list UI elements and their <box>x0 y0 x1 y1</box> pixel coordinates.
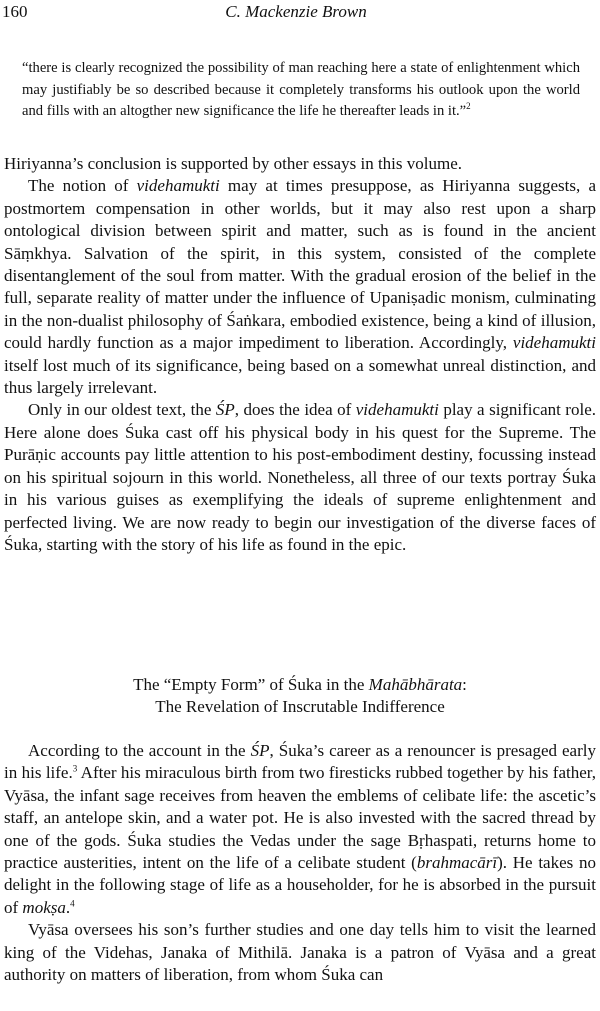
italic-term: videhamukti <box>136 176 220 196</box>
footnote-ref: 4 <box>70 898 75 909</box>
page-header <box>2 2 590 28</box>
section-heading <box>0 674 600 718</box>
italic-abbrev: ŚP <box>250 741 270 760</box>
italic-term: brahmacārī <box>416 853 498 873</box>
paragraph: According to the account in the ŚP, Śuka’s career as a renouncer is presaged early in his life.$^3$ After his miraculous birth from two firesticks rubbed together by his father, Vyāsa, the infant sage receives from heaven the emblems of celibate life: the ascetic’s staff, an antelope skin, and a water pot. He is also invested with the sacred thread by one of the gods. Śuka studies the Vedas under the sage Bṛhaspati, returns home to practice austerities, intent on the life of a celibate student (brahmacārī). He takes no delight in the following stage of life as a householder, for he is absorbed in the pursuit of mokṣa.$^4$ <box>4 741 596 917</box>
footnote-ref: 3 <box>72 763 78 774</box>
running-head: C. Mackenzie Brown <box>225 2 367 21</box>
block-quote <box>22 58 580 123</box>
italic-term: videhamukti <box>355 400 439 420</box>
footnote-ref: 2 <box>466 101 471 112</box>
italic-term: videhamukti <box>512 333 596 353</box>
quote-text: “there is clearly recognized the possibility of man reaching here a state of enlightenment which may justifiably be so described because it completely transforms his outlook upon the world and fills with an altogther new significance the life he thereafter leads in it.”$^2$ <box>22 60 580 120</box>
section-heading-line1: The “Empty Form” of Śuka in the Mahābhārata: <box>133 675 467 694</box>
paragraph: Vyāsa oversees his son’s further studies and one day tells him to visit the learned king of the Videhas, Janaka of Mithilā. Janaka is a patron of Vyāsa and a great authority on matters of liberation, from whom Śuka can <box>4 920 596 985</box>
paragraph: Only in our oldest text, the ŚP, does the idea of videhamukti play a significant role. Here alone does Śuka cast off his physical body in his quest for the Supreme. The Purāṇic accounts pay little attention to his post-embodiment destiny, focussing instead on his spiritual sojourn in this world. Nonetheless, all three of our texts portray Śuka in his various guises as exemplifying the ideals of supreme enlightenment and perfected living. We are now ready to begin our investigation of the diverse faces of Śuka, starting with the story of his life as found in the epic. <box>4 400 596 554</box>
page-number: 160 <box>2 2 28 21</box>
italic-abbrev: ŚP <box>215 400 235 420</box>
paragraph: Hiriyanna’s conclusion is supported by other essays in this volume. <box>4 154 462 173</box>
section-heading-line2: The Revelation of Inscrutable Indifference <box>155 697 445 716</box>
body-text-upper <box>4 153 596 556</box>
body-text-lower <box>4 740 596 986</box>
paragraph: The notion of videhamukti may at times presuppose, as Hiriyanna suggests, a postmortem compensation in other worlds, but it may also rest upon a sharp ontological division between spirit and matter, such as is found in the ancient Sāṃkhya. Salvation of the spirit, in this system, consisted of the complete disentanglement of the soul from matter. With the gradual erosion of the belief in the full, separate reality of matter under the influence of Upaniṣadic monism, culminating in the non-dualist philosophy of Śaṅkara, embodied existence, being a kind of illusion, could hardly function as a major impediment to liberation. Accordingly, videhamukti itself lost much of its significance, being based on a somewhat unreal distinction, and thus largely irrelevant. <box>4 176 596 398</box>
italic-term: mokṣa <box>22 897 66 917</box>
